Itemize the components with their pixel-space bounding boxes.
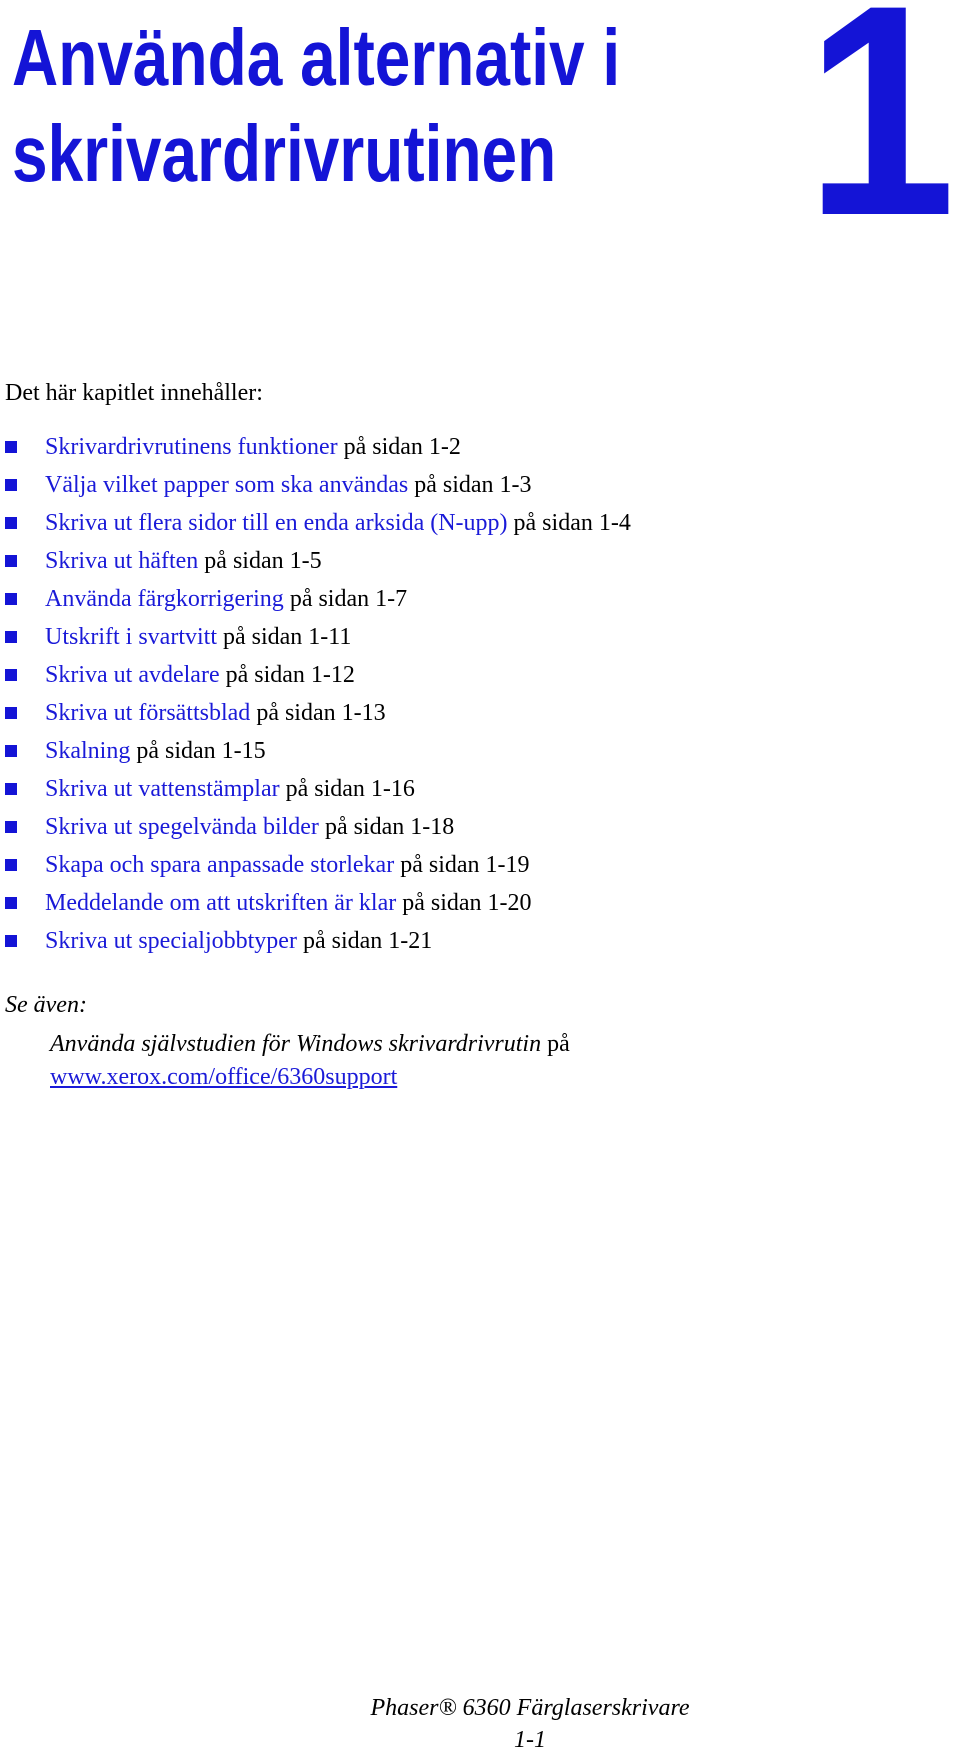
toc-page-ref: på sidan 1-12	[225, 661, 355, 688]
chapter-title-line-1: Använda alternativ i	[12, 13, 621, 102]
bullet-square-icon	[5, 935, 17, 947]
toc-link[interactable]: Skriva ut specialjobbtyper	[45, 927, 297, 954]
list-item	[5, 428, 631, 466]
toc-link[interactable]: Utskrift i svartvitt	[45, 623, 217, 650]
toc-link[interactable]: Skriva ut flera sidor till en enda arksida (N-upp)	[45, 509, 508, 536]
bullet-square-icon	[5, 517, 17, 529]
toc-link[interactable]: Använda färgkorrigering	[45, 585, 284, 612]
toc-page-ref: på sidan 1-11	[222, 623, 352, 650]
toc-link[interactable]: Skriva ut vattenstämplar	[45, 775, 280, 802]
list-item	[5, 618, 631, 656]
chapter-number: 1	[805, 0, 956, 278]
see-also-text-line	[50, 1028, 570, 1061]
toc-link[interactable]: Meddelande om att utskriften är klar	[45, 889, 397, 916]
support-url-link[interactable]: www.xerox.com/office/6360support	[50, 1064, 398, 1090]
chapter-intro: Det här kapitlet innehåller:	[5, 380, 263, 406]
list-item	[5, 808, 631, 846]
toc-link[interactable]: Skapa och spara anpassade storlekar	[45, 851, 395, 878]
bullet-square-icon	[5, 441, 17, 453]
bullet-square-icon	[5, 783, 17, 795]
list-item	[5, 542, 631, 580]
toc-page-ref: på sidan 1-3	[414, 471, 532, 498]
toc-page-ref: på sidan 1-2	[343, 433, 461, 460]
toc-page-ref: på sidan 1-19	[400, 851, 530, 878]
footer-page-number: 1-1	[514, 1727, 546, 1753]
page-footer	[0, 1692, 960, 1756]
toc-page-ref: på sidan 1-16	[285, 775, 415, 802]
list-item	[5, 694, 631, 732]
toc-page-ref: på sidan 1-21	[302, 927, 433, 954]
bullet-square-icon	[5, 745, 17, 757]
toc-link[interactable]: Välja vilket papper som ska användas	[45, 471, 409, 498]
toc-page-ref: på sidan 1-15	[136, 737, 266, 764]
see-also-body	[50, 1028, 570, 1094]
toc-page-ref: på sidan 1-7	[289, 585, 408, 612]
chapter-contents-list	[5, 428, 631, 960]
bullet-square-icon	[5, 479, 17, 491]
chapter-title	[12, 10, 652, 202]
list-item	[5, 504, 631, 542]
bullet-square-icon	[5, 897, 17, 909]
footer-product-name: Phaser® 6360 Färglaserskrivare	[370, 1695, 690, 1721]
bullet-square-icon	[5, 821, 17, 833]
bullet-square-icon	[5, 631, 17, 643]
toc-link[interactable]: Skriva ut avdelare	[45, 661, 220, 688]
toc-page-ref: på sidan 1-13	[256, 699, 386, 726]
bullet-square-icon	[5, 593, 17, 605]
toc-link[interactable]: Skriva ut spegelvända bilder	[45, 813, 319, 840]
bullet-square-icon	[5, 859, 17, 871]
toc-page-ref: på sidan 1-18	[324, 813, 455, 840]
list-item	[5, 732, 631, 770]
bullet-square-icon	[5, 707, 17, 719]
toc-link[interactable]: Skalning	[45, 737, 131, 764]
list-item	[5, 846, 631, 884]
list-item	[5, 580, 631, 618]
toc-page-ref: på sidan 1-5	[204, 547, 322, 574]
bullet-square-icon	[5, 669, 17, 681]
list-item	[5, 922, 631, 960]
list-item	[5, 466, 631, 504]
toc-page-ref: på sidan 1-20	[402, 889, 532, 916]
toc-link[interactable]: Skriva ut häften	[45, 547, 199, 574]
list-item	[5, 656, 631, 694]
chapter-title-line-2: skrivardrivrutinen	[12, 109, 557, 198]
see-also-connector: på	[547, 1031, 570, 1057]
list-item	[5, 884, 631, 922]
list-item	[5, 770, 631, 808]
toc-page-ref: på sidan 1-4	[513, 509, 631, 536]
toc-link[interactable]: Skrivardrivrutinens funktioner	[45, 433, 338, 460]
bullet-square-icon	[5, 555, 17, 567]
see-also-text: Använda självstudien för Windows skrivardrivrutin	[50, 1031, 542, 1057]
see-also-label: Se även:	[5, 992, 87, 1018]
toc-link[interactable]: Skriva ut försättsblad	[45, 699, 251, 726]
